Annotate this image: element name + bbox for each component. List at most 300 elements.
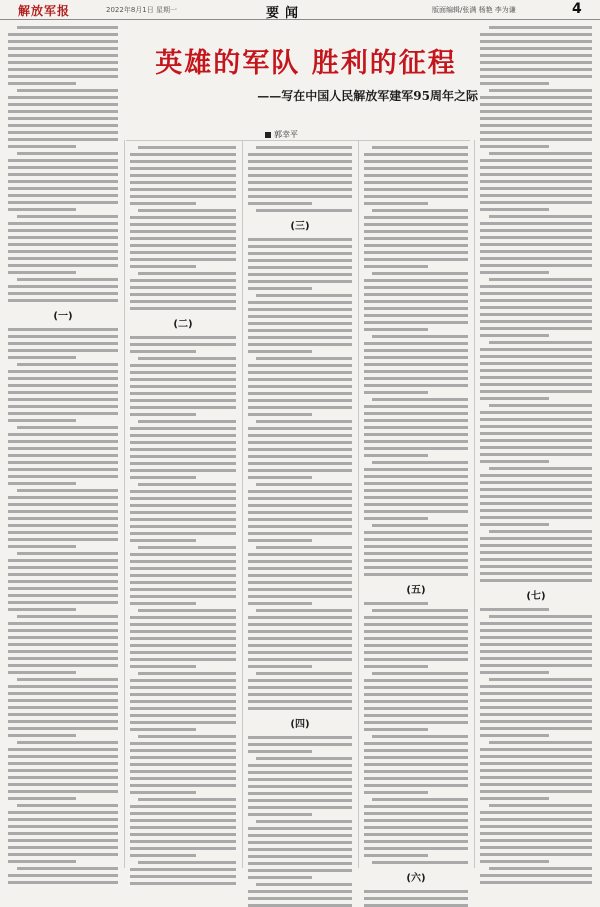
text-line: [248, 750, 312, 753]
text-line: [130, 532, 236, 535]
text-line: [248, 518, 352, 521]
text-line: [248, 693, 352, 696]
text-line: [364, 328, 428, 331]
text-line: [8, 706, 118, 709]
text-line: [130, 805, 236, 808]
section-marker: (三): [290, 221, 310, 232]
text-line: [17, 26, 118, 29]
text-line: [364, 230, 468, 233]
text-line: [130, 644, 236, 647]
text-line: [130, 588, 236, 591]
text-line: [480, 509, 592, 512]
text-line: [364, 475, 468, 478]
text-line: [130, 581, 236, 584]
text-line: [480, 755, 592, 758]
text-line: [372, 861, 468, 864]
text-line: [364, 742, 468, 745]
text-line: [480, 236, 592, 239]
text-line: [364, 300, 468, 303]
text-line: [489, 341, 592, 344]
text-line: [8, 657, 118, 660]
text-line: [130, 448, 236, 451]
text-line: [480, 187, 592, 190]
text-line: [364, 307, 468, 310]
text-line: [480, 495, 592, 498]
text-line: [364, 244, 468, 247]
text-line: [138, 672, 236, 675]
text-line: [248, 813, 312, 816]
text-line: [248, 287, 312, 290]
text-line: [480, 264, 592, 267]
text-line: [8, 117, 118, 120]
text-line: [364, 573, 468, 576]
text-line: [480, 201, 592, 204]
text-line: [130, 679, 236, 682]
headline-bottom-rule: [126, 140, 470, 141]
text-line: [480, 453, 592, 456]
text-line: [8, 496, 118, 499]
text-line: [17, 741, 118, 744]
text-line: [489, 530, 592, 533]
text-line: [130, 686, 236, 689]
text-line: [17, 152, 118, 155]
text-line: [8, 124, 118, 127]
text-line: [248, 329, 352, 332]
text-line: [8, 790, 118, 793]
text-line: [130, 336, 236, 339]
text-line: [138, 209, 236, 212]
text-line: [248, 876, 312, 879]
text-line: [248, 736, 352, 739]
text-line: [248, 658, 352, 661]
text-line: [480, 839, 592, 842]
text-line: [248, 778, 352, 781]
section-marker: (七): [526, 591, 546, 602]
byline: [265, 129, 298, 140]
text-line: [248, 806, 352, 809]
text-line: [8, 356, 76, 359]
text-line: [248, 167, 352, 170]
text-line: [8, 138, 118, 141]
text-line: [8, 384, 118, 387]
text-line: [256, 757, 352, 760]
text-line: [364, 321, 468, 324]
text-line: [130, 700, 236, 703]
section-title: 要闻: [266, 6, 305, 21]
text-line: [248, 336, 352, 339]
text-line: [130, 728, 196, 731]
text-line: [130, 427, 236, 430]
text-line: [364, 363, 468, 366]
text-line: [480, 664, 592, 667]
text-line: [130, 265, 196, 268]
text-line: [8, 650, 118, 653]
text-line: [8, 82, 76, 85]
text-line: [130, 244, 236, 247]
text-line: [364, 153, 468, 156]
text-line: [8, 250, 118, 253]
text-line: [480, 762, 592, 765]
headline: 英雄的军队 胜利的征程: [155, 48, 457, 79]
text-line: [480, 818, 592, 821]
text-line: [480, 523, 549, 526]
text-line: [248, 553, 352, 556]
text-line: [480, 699, 592, 702]
text-line: [8, 236, 118, 239]
text-line: [138, 609, 236, 612]
text-line: [364, 412, 468, 415]
text-line: [489, 278, 592, 281]
text-line: [8, 398, 118, 401]
text-line: [17, 678, 118, 681]
text-line: [8, 580, 118, 583]
text-line: [8, 440, 118, 443]
text-line: [130, 153, 236, 156]
text-line: [8, 811, 118, 814]
text-line: [480, 460, 549, 463]
text-line: [364, 279, 468, 282]
text-line: [480, 874, 592, 877]
text-line: [248, 511, 352, 514]
text-line: [8, 860, 76, 863]
text-line: [8, 405, 118, 408]
text-line: [364, 890, 468, 893]
text-line: [364, 812, 468, 815]
text-line: [248, 462, 352, 465]
text-line: [480, 488, 592, 491]
text-line: [248, 574, 352, 577]
text-line: [248, 273, 352, 276]
text-column-4: [364, 146, 468, 884]
text-line: [8, 187, 118, 190]
text-line: [372, 735, 468, 738]
text-line: [248, 434, 352, 437]
text-line: [372, 609, 468, 612]
text-line: [372, 524, 468, 527]
text-line: [364, 826, 468, 829]
text-line: [17, 215, 118, 218]
text-line: [8, 643, 118, 646]
text-line: [480, 629, 592, 632]
text-line: [256, 294, 352, 297]
text-line: [248, 890, 352, 893]
text-line: [480, 516, 592, 519]
text-line: [248, 455, 352, 458]
text-line: [8, 166, 118, 169]
text-line: [364, 531, 468, 534]
text-line: [8, 797, 76, 800]
text-line: [480, 145, 549, 148]
text-line: [364, 700, 468, 703]
text-line: [364, 251, 468, 254]
text-line: [130, 567, 236, 570]
text-line: [489, 152, 592, 155]
text-line: [130, 378, 236, 381]
text-line: [8, 853, 118, 856]
text-line: [130, 749, 236, 752]
text-line: [130, 441, 236, 444]
text-line: [8, 243, 118, 246]
text-line: [256, 609, 352, 612]
text-line: [364, 566, 468, 569]
text-line: [248, 792, 352, 795]
text-line: [256, 483, 352, 486]
text-line: [248, 160, 352, 163]
text-line: [8, 629, 118, 632]
paper-name: 解放军报: [18, 4, 71, 18]
text-line: [130, 455, 236, 458]
text-line: [364, 728, 428, 731]
text-line: [364, 637, 468, 640]
text-line: [130, 882, 236, 885]
text-line: [364, 503, 468, 506]
text-line: [248, 441, 352, 444]
text-line: [364, 559, 468, 562]
text-line: [372, 272, 468, 275]
text-line: [8, 391, 118, 394]
text-line: [480, 75, 592, 78]
text-line: [8, 292, 118, 295]
text-line: [8, 566, 118, 569]
text-line: [248, 785, 352, 788]
text-line: [130, 385, 236, 388]
text-line: [248, 245, 352, 248]
text-line: [248, 259, 352, 262]
text-line: [248, 630, 352, 633]
text-line: [248, 799, 352, 802]
text-line: [364, 749, 468, 752]
text-line: [480, 657, 592, 660]
text-line: [8, 68, 118, 71]
text-line: [364, 665, 428, 668]
text-line: [364, 658, 468, 661]
text-line: [364, 167, 468, 170]
text-line: [248, 848, 352, 851]
text-line: [480, 825, 592, 828]
text-line: [248, 560, 352, 563]
text-line: [364, 391, 428, 394]
text-line: [248, 181, 352, 184]
text-line: [130, 202, 196, 205]
text-line: [130, 518, 236, 521]
text-line: [130, 286, 236, 289]
text-line: [364, 714, 468, 717]
text-line: [130, 763, 236, 766]
text-line: [8, 412, 118, 415]
text-line: [364, 630, 468, 633]
text-line: [489, 615, 592, 618]
text-line: [248, 623, 352, 626]
text-line: [489, 867, 592, 870]
text-line: [130, 847, 236, 850]
text-line: [364, 770, 468, 773]
text-line: [364, 482, 468, 485]
text-line: [130, 840, 236, 843]
text-line: [248, 364, 352, 367]
text-line: [130, 343, 236, 346]
text-line: [8, 419, 76, 422]
text-line: [364, 314, 468, 317]
text-line: [130, 392, 236, 395]
text-line: [480, 418, 592, 421]
text-line: [138, 861, 236, 864]
text-line: [364, 202, 428, 205]
text-line: [8, 881, 118, 884]
text-line: [130, 188, 236, 191]
text-line: [8, 727, 118, 730]
text-line: [480, 117, 592, 120]
text-line: [364, 791, 428, 794]
text-line: [364, 433, 468, 436]
text-line: [364, 237, 468, 240]
text-line: [489, 404, 592, 407]
text-line: [248, 202, 312, 205]
text-line: [8, 285, 118, 288]
text-line: [364, 693, 468, 696]
text-line: [130, 307, 236, 310]
text-line: [248, 476, 312, 479]
text-line: [138, 420, 236, 423]
text-line: [8, 40, 118, 43]
text-line: [248, 665, 312, 668]
text-line: [130, 364, 236, 367]
text-line: [130, 237, 236, 240]
text-line: [248, 567, 352, 570]
text-line: [17, 363, 118, 366]
column-divider: [242, 140, 243, 868]
text-line: [480, 194, 592, 197]
text-line: [248, 651, 352, 654]
text-line: [489, 467, 592, 470]
text-line: [480, 832, 592, 835]
text-line: [130, 279, 236, 282]
text-line: [138, 146, 236, 149]
text-line: [248, 315, 352, 318]
text-line: [130, 868, 236, 871]
text-line: [248, 378, 352, 381]
text-line: [364, 405, 468, 408]
text-line: [130, 504, 236, 507]
text-line: [480, 769, 592, 772]
text-line: [372, 209, 468, 212]
text-line: [480, 33, 592, 36]
text-line: [372, 672, 468, 675]
text-line: [256, 672, 352, 675]
text-line: [364, 679, 468, 682]
text-line: [130, 756, 236, 759]
text-line: [248, 869, 352, 872]
text-line: [8, 622, 118, 625]
text-line: [8, 194, 118, 197]
text-line: [130, 819, 236, 822]
text-line: [8, 222, 118, 225]
text-line: [364, 686, 468, 689]
text-line: [480, 390, 592, 393]
text-line: [480, 47, 592, 50]
text-line: [130, 595, 236, 598]
text-line: [130, 476, 196, 479]
text-column-3: [248, 146, 352, 864]
text-line: [489, 678, 592, 681]
text-line: [248, 616, 352, 619]
text-line: [480, 103, 592, 106]
text-line: [8, 636, 118, 639]
text-line: [130, 511, 236, 514]
text-line: [480, 271, 549, 274]
text-line: [489, 26, 592, 29]
text-line: [138, 735, 236, 738]
text-line: [364, 419, 468, 422]
text-line: [480, 811, 592, 814]
text-line: [17, 278, 118, 281]
text-line: [364, 623, 468, 626]
text-line: [248, 448, 352, 451]
text-column-5: [480, 26, 592, 864]
text-line: [8, 748, 118, 751]
text-line: [8, 538, 118, 541]
text-line: [130, 707, 236, 710]
text-line: [130, 693, 236, 696]
text-line: [8, 720, 118, 723]
text-line: [17, 552, 118, 555]
text-line: [480, 355, 592, 358]
text-line: [364, 552, 468, 555]
text-line: [480, 572, 592, 575]
text-line: [8, 573, 118, 576]
text-line: [130, 293, 236, 296]
text-line: [17, 89, 118, 92]
text-line: [480, 881, 592, 884]
subtitle: ——写在中国人民解放军建军95周年之际: [257, 89, 478, 103]
text-column-2: [130, 146, 236, 864]
text-line: [248, 497, 352, 500]
text-line: [130, 230, 236, 233]
text-line: [17, 867, 118, 870]
text-line: [8, 818, 118, 821]
text-line: [8, 349, 118, 352]
text-line: [8, 54, 118, 57]
text-line: [489, 804, 592, 807]
text-line: [480, 713, 592, 716]
text-line: [130, 258, 236, 261]
text-line: [480, 783, 592, 786]
text-line: [130, 469, 236, 472]
text-line: [364, 342, 468, 345]
masthead: [0, 0, 600, 20]
text-line: [480, 306, 592, 309]
text-line: [480, 853, 592, 856]
text-line: [130, 616, 236, 619]
text-line: [130, 784, 236, 787]
text-line: [248, 700, 352, 703]
text-line: [8, 468, 118, 471]
text-line: [248, 539, 312, 542]
text-line: [248, 427, 352, 430]
text-line: [8, 461, 118, 464]
text-line: [248, 679, 352, 682]
text-line: [480, 558, 592, 561]
text-line: [364, 763, 468, 766]
text-line: [364, 349, 468, 352]
text-line: [364, 517, 428, 520]
text-line: [480, 173, 592, 176]
text-line: [364, 489, 468, 492]
text-line: [480, 446, 592, 449]
text-line: [8, 271, 76, 274]
text-line: [364, 195, 468, 198]
text-line: [480, 671, 549, 674]
text-line: [364, 707, 468, 710]
